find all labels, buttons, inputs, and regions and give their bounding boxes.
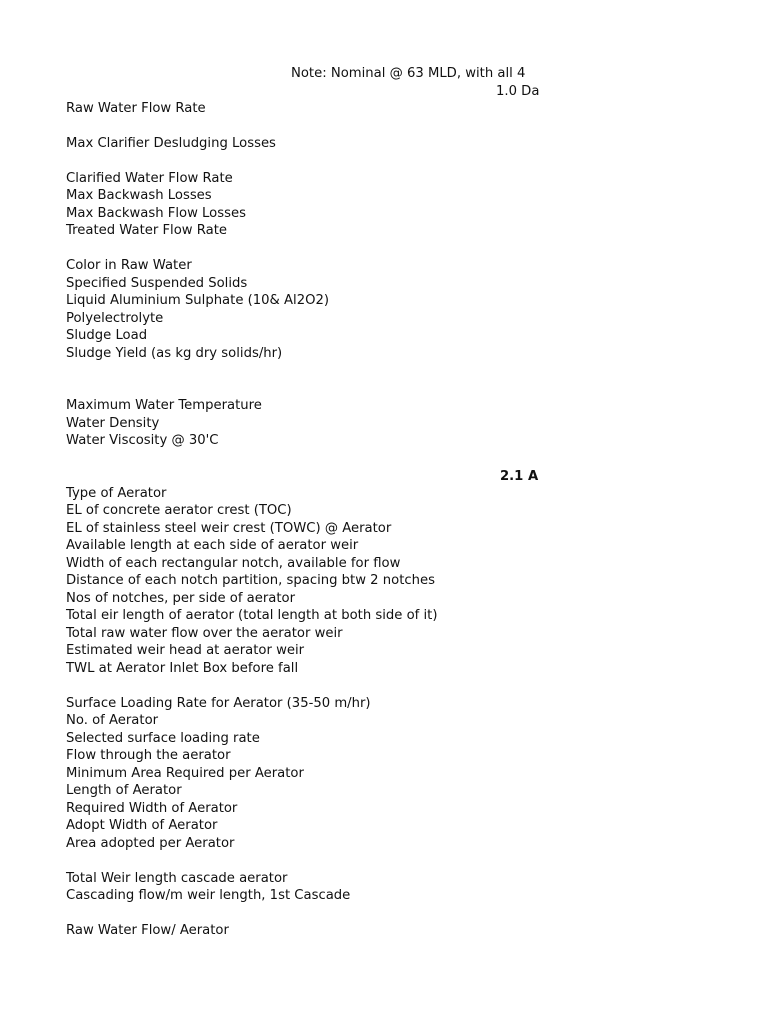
label-width-notch: Width of each rectangular notch, available for flow [66,556,401,571]
label-sludge-yield: Sludge Yield (as kg dry solids/hr) [66,346,283,361]
label-raw-water-flow-per-aerator: Raw Water Flow/ Aerator [66,923,229,938]
label-total-eir-length: Total eir length of aerator (total length at both side of it) [66,608,438,623]
section-heading-design-data: 1.0 Da [496,84,540,99]
label-estimated-weir-head: Estimated weir head at aerator weir [66,643,305,658]
label-flow-through-aerator: Flow through the aerator [66,748,231,763]
label-nos-notches: Nos of notches, per side of aerator [66,591,296,606]
label-twl-inlet-box: TWL at Aerator Inlet Box before fall [66,661,299,676]
label-el-concrete-crest: EL of concrete aerator crest (TOC) [66,503,292,518]
label-adopt-width: Adopt Width of Aerator [66,818,218,833]
label-surface-loading-rate: Surface Loading Rate for Aerator (35-50 m/hr) [66,696,371,711]
label-cascading-flow: Cascading flow/m weir length, 1st Cascade [66,888,351,903]
label-max-backwash-flow-losses: Max Backwash Flow Losses [66,206,246,221]
label-type-of-aerator: Type of Aerator [66,486,167,501]
label-liquid-aluminium-sulphate: Liquid Aluminium Sulphate (10& Al2O2) [66,293,330,308]
label-treated-water-flow-rate: Treated Water Flow Rate [66,223,227,238]
label-max-clarifier-desludging-losses: Max Clarifier Desludging Losses [66,136,276,151]
label-distance-notch: Distance of each notch partition, spacing btw 2 notches [66,573,435,588]
label-available-length: Available length at each side of aerator weir [66,538,359,553]
label-total-weir-length-cascade: Total Weir length cascade aerator [66,871,288,886]
label-total-raw-water-flow: Total raw water flow over the aerator weir [66,626,343,641]
label-raw-water-flow-rate: Raw Water Flow Rate [66,101,206,116]
label-min-area-required: Minimum Area Required per Aerator [66,766,304,781]
label-area-adopted: Area adopted per Aerator [66,836,235,851]
nominal-flow-note: Note: Nominal @ 63 MLD, with all 4 [291,66,526,81]
label-clarified-water-flow-rate: Clarified Water Flow Rate [66,171,233,186]
label-water-density: Water Density [66,416,160,431]
label-no-of-aerator: No. of Aerator [66,713,159,728]
label-required-width: Required Width of Aerator [66,801,238,816]
section-heading-aerator: 2.1 A [500,469,539,484]
label-max-water-temperature: Maximum Water Temperature [66,398,262,413]
label-sludge-load: Sludge Load [66,328,148,343]
label-specified-suspended-solids: Specified Suspended Solids [66,276,248,291]
label-max-backwash-losses: Max Backwash Losses [66,188,212,203]
label-water-viscosity: Water Viscosity @ 30'C [66,433,219,448]
label-color-in-raw-water: Color in Raw Water [66,258,192,273]
label-polyelectrolyte: Polyelectrolyte [66,311,164,326]
label-selected-loading-rate: Selected surface loading rate [66,731,260,746]
label-length-of-aerator: Length of Aerator [66,783,182,798]
label-el-stainless-weir: EL of stainless steel weir crest (TOWC) @ Aerator [66,521,392,536]
